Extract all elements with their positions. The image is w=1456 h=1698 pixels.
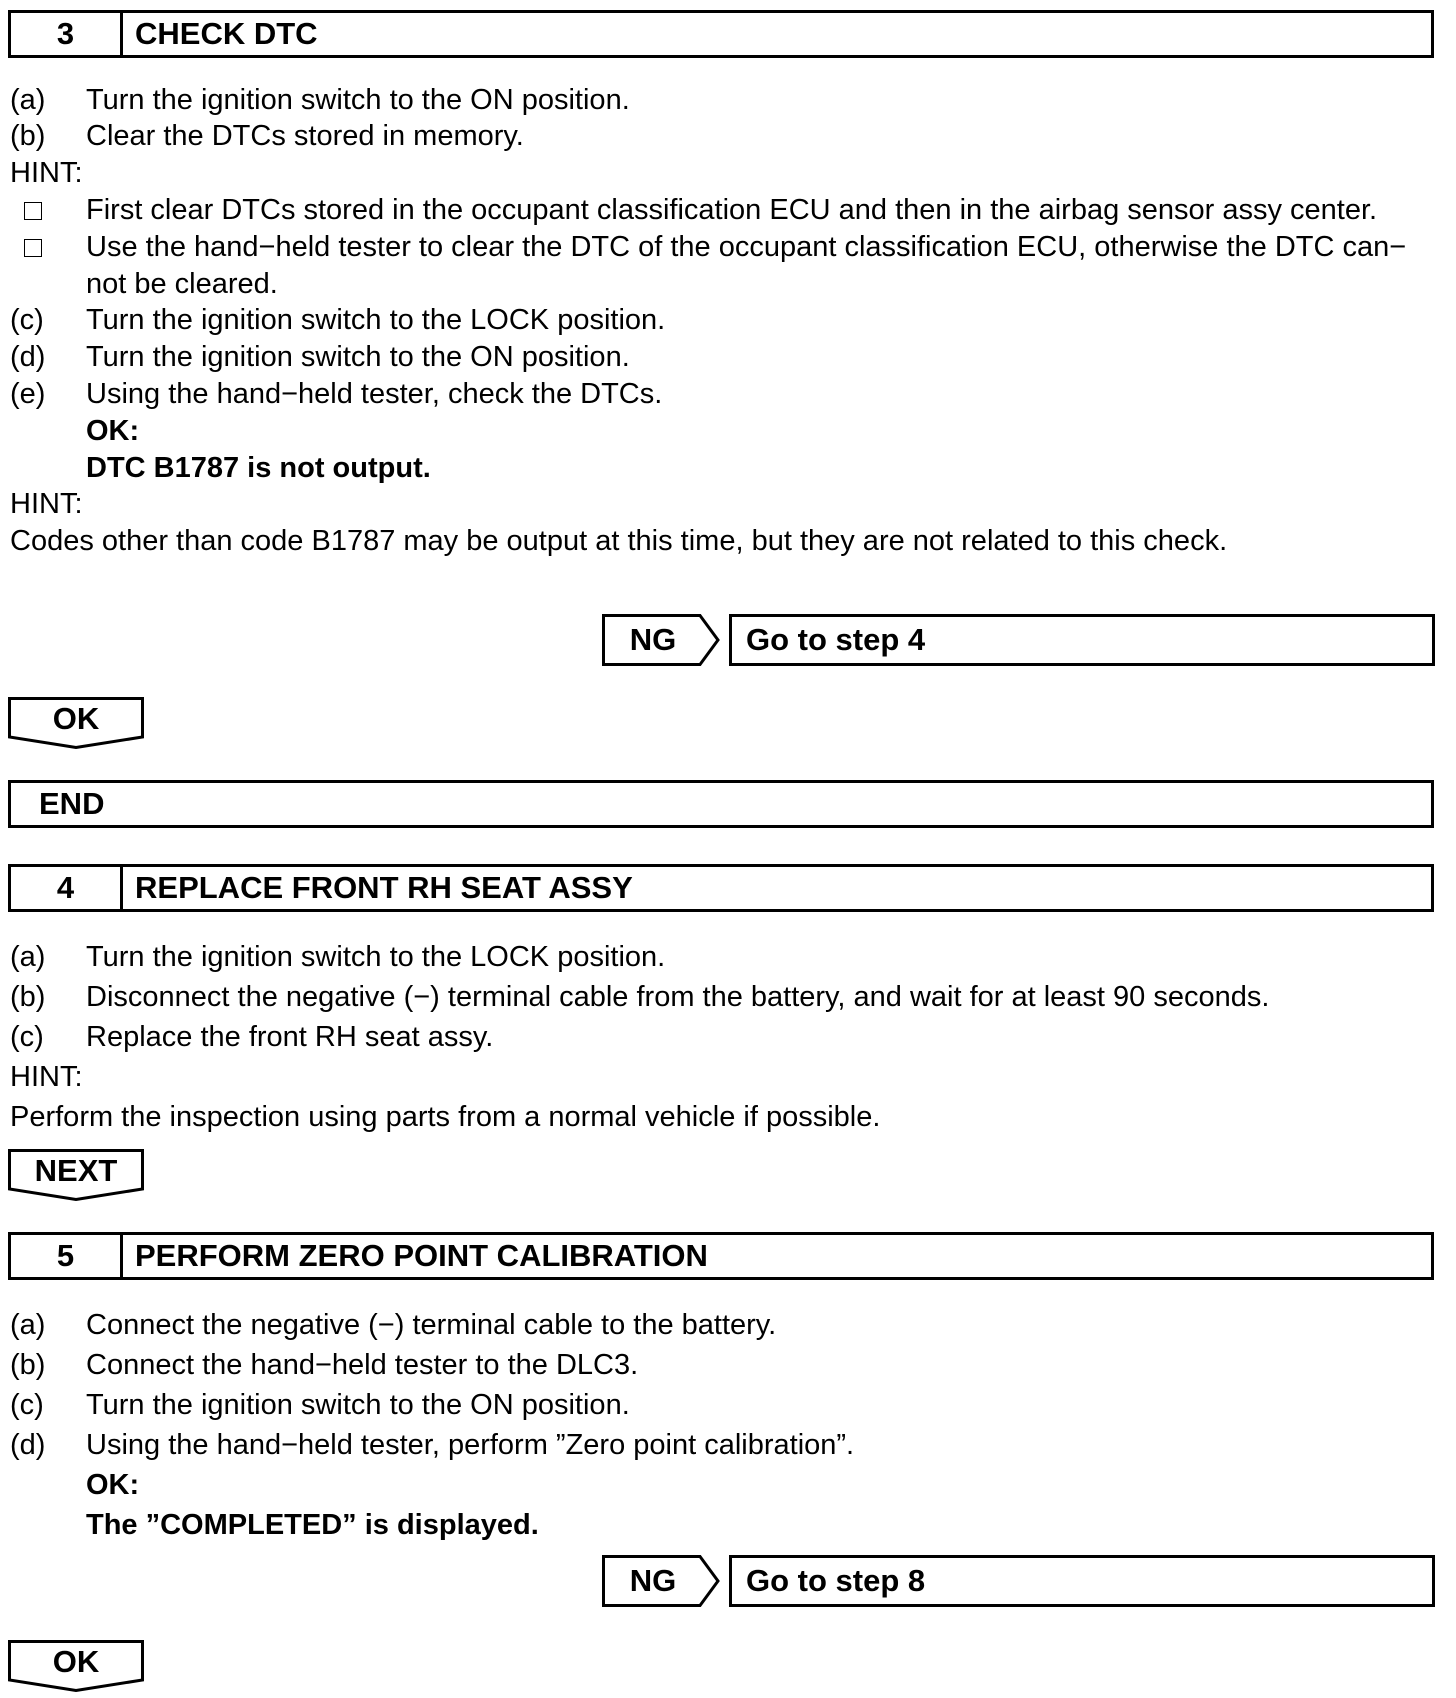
- ng-label: NG: [629, 1563, 677, 1598]
- ok-arrow-label: OK: [52, 701, 100, 736]
- step-5-title: PERFORM ZERO POINT CALIBRATION: [135, 1238, 708, 1273]
- item-text: Turn the ignition switch to the LOCK position.: [86, 304, 666, 336]
- bullet-text: First clear DTCs stored in the occupant classification ECU and then in the airbag sensor assy center.: [86, 194, 1378, 226]
- step-3-ok-label: OK:: [86, 415, 140, 447]
- item-label: (a): [10, 1309, 46, 1341]
- step-3-hint2-label: HINT:: [10, 488, 83, 520]
- item-label: (b): [10, 1349, 46, 1381]
- item-text: Connect the negative (−) terminal cable to the battery.: [86, 1309, 777, 1341]
- item-label: (c): [10, 304, 44, 336]
- step-5-ok-text: The ”COMPLETED” is displayed.: [86, 1509, 539, 1541]
- step-5-ok-label: OK:: [86, 1469, 140, 1501]
- step-3-title: CHECK DTC: [135, 16, 318, 51]
- item-label: (b): [10, 981, 46, 1013]
- step-3-hint2-text: Codes other than code B1787 may be output at this time, but they are not related to this check.: [10, 525, 1228, 557]
- step-5-ok-button[interactable]: [8, 1640, 144, 1692]
- item-text: Using the hand−held tester, check the DTCs.: [86, 378, 663, 410]
- step-3-ok-button[interactable]: [8, 697, 144, 749]
- step-3-go-to-step[interactable]: Go to step 4: [729, 614, 1435, 666]
- step-4-hint-text: Perform the inspection using parts from a normal vehicle if possible.: [10, 1101, 881, 1133]
- item-text: Replace the front RH seat assy.: [86, 1021, 494, 1053]
- item-text: Turn the ignition switch to the ON position.: [86, 1389, 630, 1421]
- item-text: Using the hand−held tester, perform ”Zero point calibration”.: [86, 1429, 855, 1461]
- step-5-header: [8, 1232, 1434, 1280]
- next-label: NEXT: [34, 1153, 118, 1188]
- step-5-ng-button[interactable]: [602, 1555, 720, 1607]
- item-text: Connect the hand−held tester to the DLC3.: [86, 1349, 639, 1381]
- item-text: Turn the ignition switch to the LOCK position.: [86, 941, 666, 973]
- bullet-text: Use the hand−held tester to clear the DTC of the occupant classification ECU, otherwise the DTC can−: [86, 231, 1407, 263]
- step-4-header: [8, 864, 1434, 912]
- ng-label: NG: [629, 622, 677, 657]
- checkbox-bullet-icon: [24, 239, 42, 257]
- step-3-ok-text: DTC B1787 is not output.: [86, 452, 431, 484]
- step-4-next-button[interactable]: [8, 1149, 144, 1201]
- step-3-number: 3: [11, 13, 123, 55]
- step-3-ng-button[interactable]: [602, 614, 720, 666]
- item-label: (a): [10, 941, 46, 973]
- item-text: Disconnect the negative (−) terminal cable from the battery, and wait for at least 90 seconds.: [86, 981, 1270, 1013]
- ok-arrow-label: OK: [52, 1644, 100, 1679]
- step-3-hint-bullet-2-cont: not be cleared.: [86, 268, 278, 300]
- step-4-number: 4: [11, 867, 123, 909]
- item-label: (a): [10, 84, 46, 116]
- end-label: END: [39, 786, 105, 821]
- item-text: Turn the ignition switch to the ON position.: [86, 341, 630, 373]
- step-5-go-to-step[interactable]: Go to step 8: [729, 1555, 1435, 1607]
- item-label: (b): [10, 120, 46, 152]
- item-label: (d): [10, 341, 46, 373]
- checkbox-bullet-icon: [24, 202, 42, 220]
- item-text: Clear the DTCs stored in memory.: [86, 120, 524, 152]
- item-label: (c): [10, 1021, 44, 1053]
- item-label: (c): [10, 1389, 44, 1421]
- end-box: [8, 780, 1434, 828]
- item-label: (d): [10, 1429, 46, 1461]
- step-4-hint-label: HINT:: [10, 1061, 83, 1093]
- item-label: (e): [10, 378, 46, 410]
- step-5-number: 5: [11, 1235, 123, 1277]
- item-text: Turn the ignition switch to the ON position.: [86, 84, 630, 116]
- step-4-title: REPLACE FRONT RH SEAT ASSY: [135, 870, 633, 905]
- step-3-header: [8, 10, 1434, 58]
- step-3-hint-label: HINT:: [10, 157, 83, 189]
